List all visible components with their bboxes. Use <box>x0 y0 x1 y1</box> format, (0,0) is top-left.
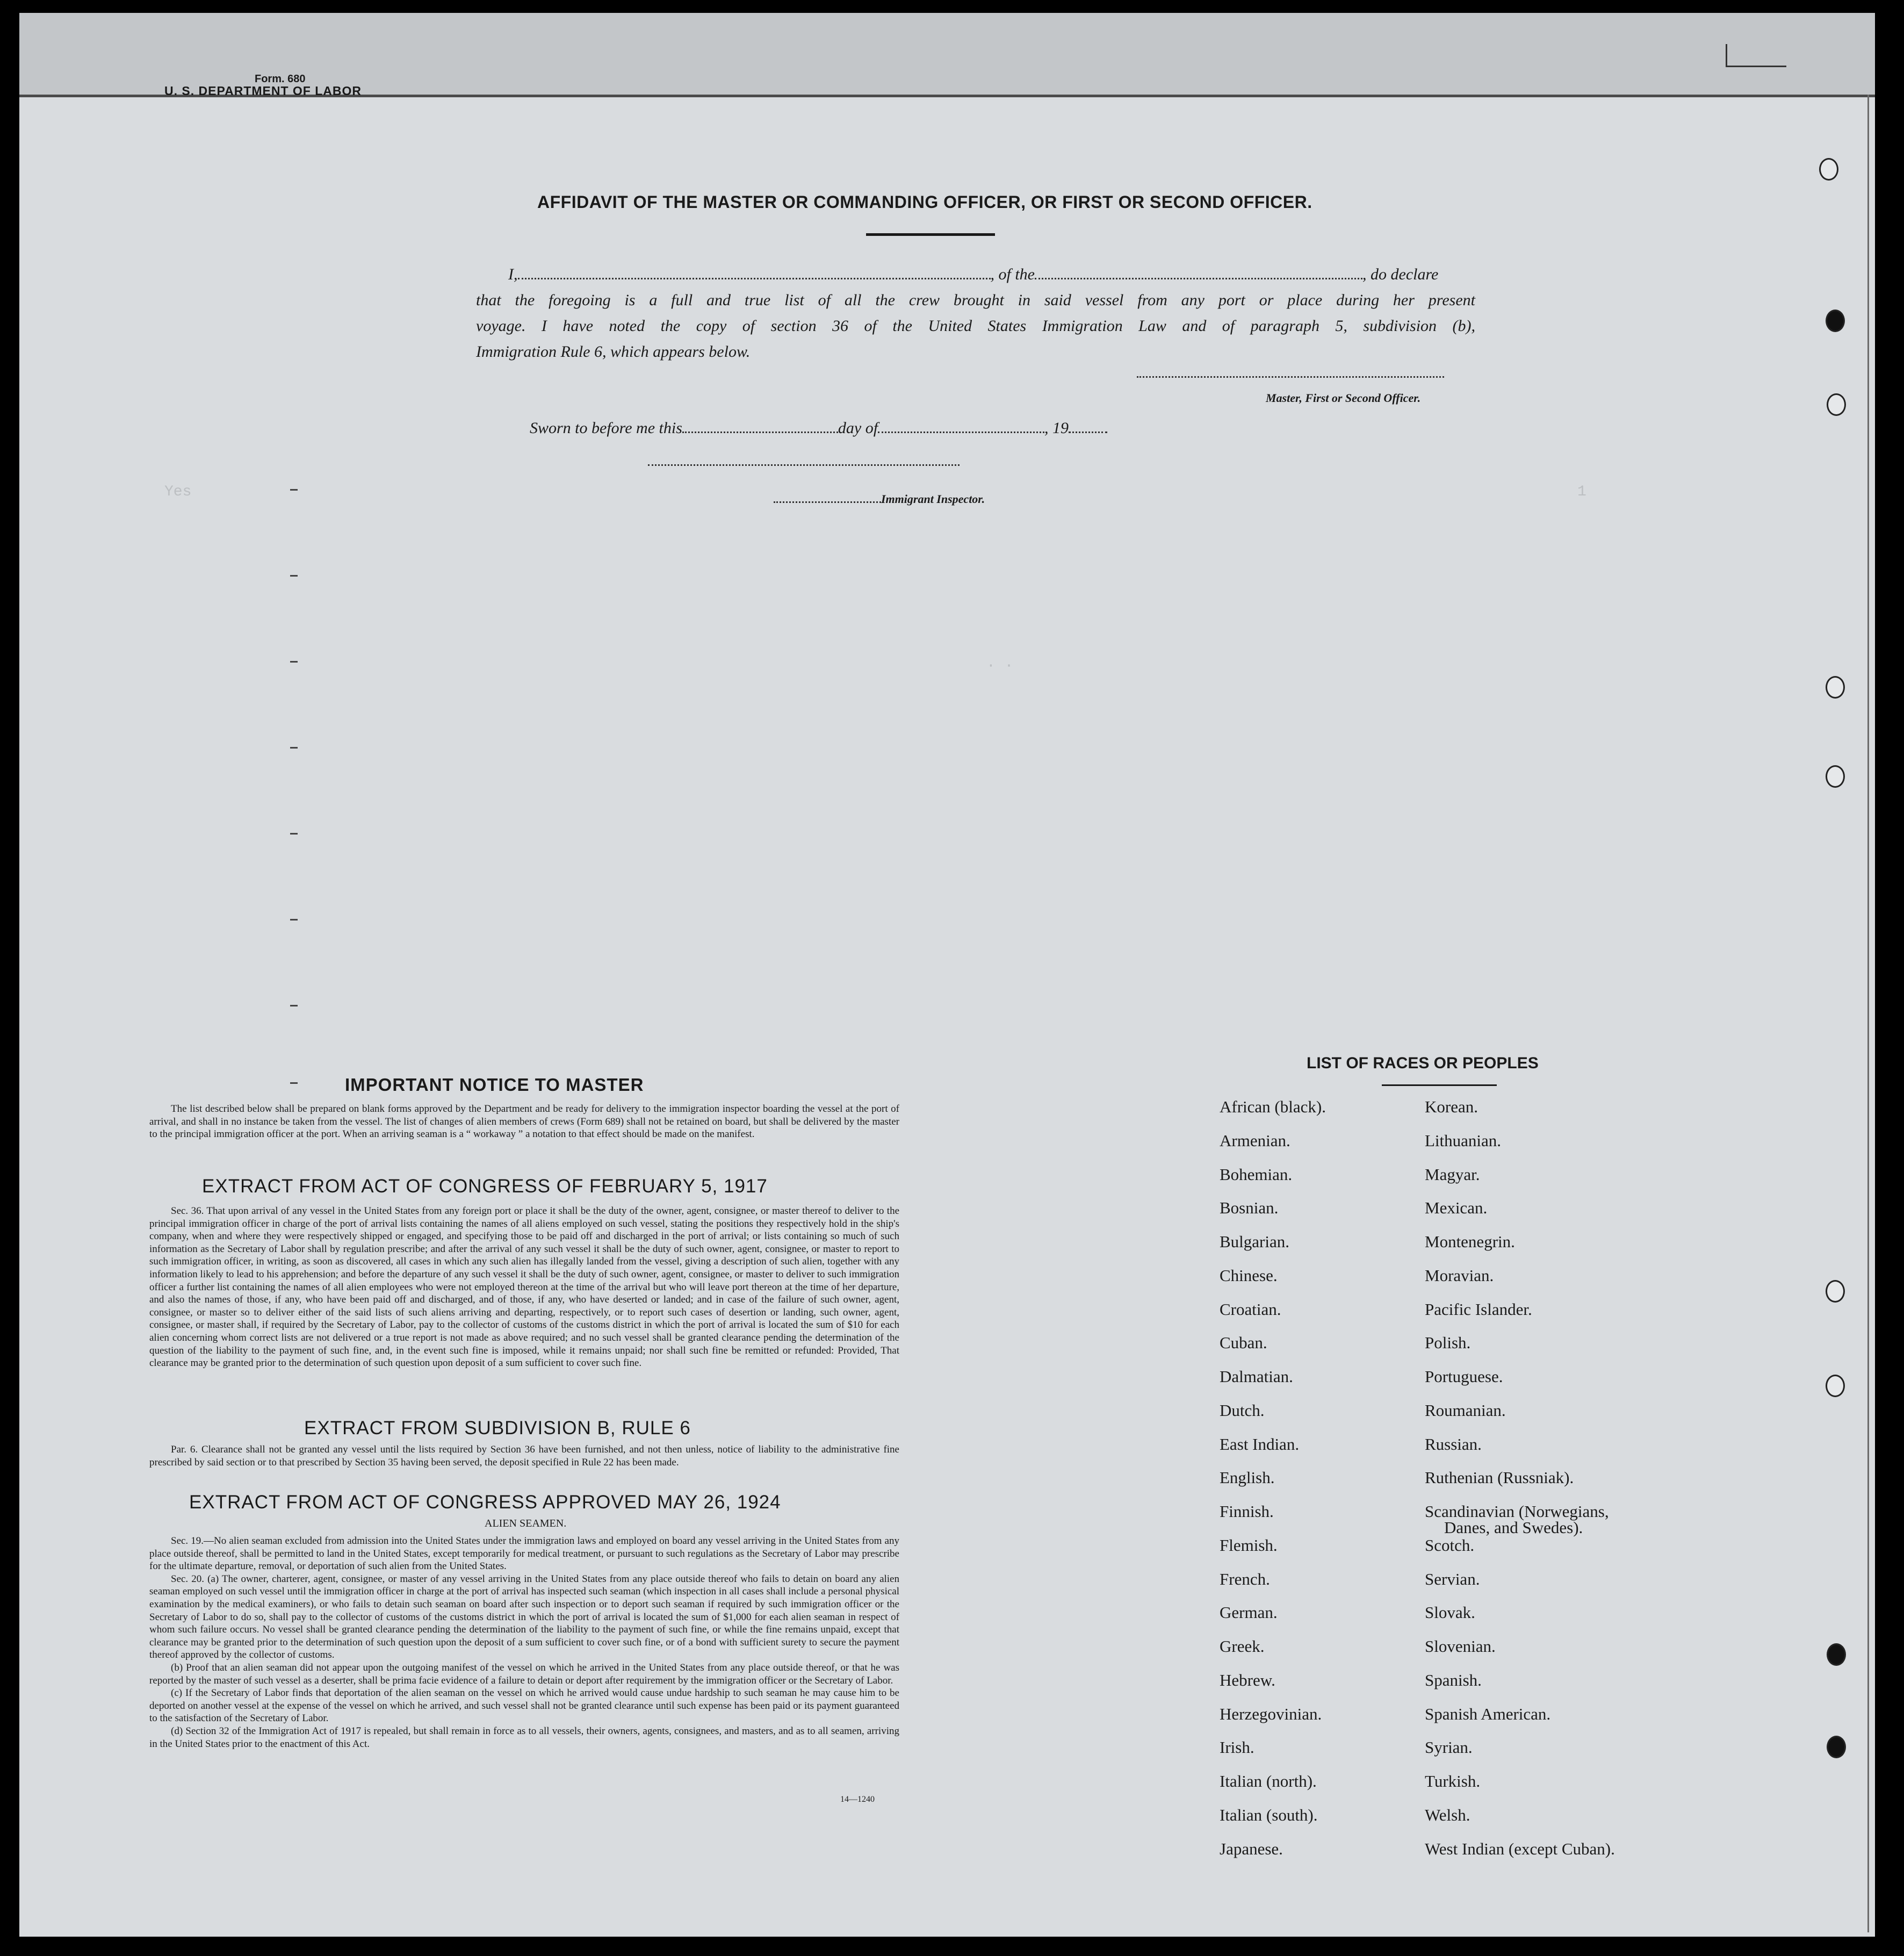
vessel-name-field[interactable] <box>1035 278 1362 279</box>
inspector-signature-field[interactable] <box>648 464 960 466</box>
race-item: West Indian (except Cuban). <box>1425 1839 1615 1858</box>
margin-tick <box>290 919 298 921</box>
declaration-line-3: voyage. I have noted the copy of section 36 of the United States Immigration Law and of paragraph 5, subdivision (b), <box>476 317 1475 335</box>
corner-mark <box>1726 44 1786 67</box>
margin-tick <box>290 489 298 491</box>
punch-hole-icon <box>1819 158 1838 181</box>
extract-1924-body <box>149 1535 899 1750</box>
race-item: Greek. <box>1220 1637 1265 1656</box>
extract-1924-title: EXTRACT FROM ACT OF CONGRESS APPROVED MAY 26, 1924 <box>189 1492 781 1513</box>
race-item: Portuguese. <box>1425 1367 1503 1386</box>
right-margin-line <box>1867 95 1869 1932</box>
race-item: Roumanian. <box>1425 1400 1506 1420</box>
race-item: French. <box>1220 1569 1270 1588</box>
punch-hole-icon <box>1826 676 1845 699</box>
sworn-line <box>530 419 1107 437</box>
race-item: Pacific Islander. <box>1425 1299 1532 1319</box>
punch-hole-icon <box>1826 1375 1845 1397</box>
race-item: Bosnian. <box>1220 1198 1279 1218</box>
race-item: Russian. <box>1425 1434 1482 1454</box>
inspector-label-line <box>774 492 985 506</box>
margin-tick <box>290 833 298 835</box>
declaration-do-declare: , do declare <box>1362 265 1439 283</box>
race-item: Magyar. <box>1425 1164 1480 1184</box>
race-item: Italian (south). <box>1220 1805 1318 1824</box>
margin-tick <box>290 575 298 577</box>
section-20d-paragraph: (d) Section 32 of the Immigration Act of 1917 is repealed, but shall remain in force as to all vessels, their owners, agents, consignees, and masters, and as to all seamen, arriving in the United States prior to the enactment of this Act. <box>149 1725 899 1750</box>
inspector-signature-label: Immigrant Inspector. <box>881 492 985 506</box>
extract-rule6-title: EXTRACT FROM SUBDIVISION B, RULE 6 <box>304 1418 691 1439</box>
declaration-line-4: Immigration Rule 6, which appears below. <box>476 343 751 361</box>
alien-seamen-subtitle: ALIEN SEAMEN. <box>485 1518 567 1529</box>
race-item: African (black). <box>1220 1097 1326 1116</box>
race-item: Cuban. <box>1220 1333 1267 1353</box>
race-item: Bulgarian. <box>1220 1232 1289 1251</box>
race-item: Korean. <box>1425 1097 1478 1116</box>
race-item: Montenegrin. <box>1425 1232 1515 1251</box>
race-item: Herzegovinian. <box>1220 1704 1322 1723</box>
department-heading: U. S. DEPARTMENT OF LABOR <box>164 84 362 98</box>
race-item: Spanish American. <box>1425 1704 1551 1723</box>
race-item: Italian (north). <box>1220 1772 1317 1790</box>
affidavit-title: AFFIDAVIT OF THE MASTER OR COMMANDING OFFICER, OR FIRST OR SECOND OFFICER. <box>537 192 1312 212</box>
race-item: German. <box>1220 1603 1278 1622</box>
race-item: Hebrew. <box>1220 1670 1275 1689</box>
paragraph-6: Par. 6. Clearance shall not be granted any vessel until the lists required by Section 36 have been furnished, and not then unless, notice of liability to the administrative fine prescribed by said section or to that prescribed by Section 35 having been served, the deposit specified in Rule 22 has been made. <box>149 1444 899 1468</box>
race-item: Japanese. <box>1220 1839 1283 1858</box>
print-code: 14—1240 <box>840 1795 875 1804</box>
declaration-line-2: that the foregoing is a full and true list of all the crew brought in said vessel from any port or place during her present <box>476 291 1475 309</box>
master-name-field[interactable] <box>518 278 991 279</box>
notice-title: IMPORTANT NOTICE TO MASTER <box>345 1075 644 1095</box>
race-item: English. <box>1220 1468 1275 1487</box>
section-20b-paragraph: (b) Proof that an alien seaman did not appear upon the outgoing manifest of the vessel on which he arrived in the United States from any place outside thereof, or that he was reported by the master of such vessel as a deserter, shall be prima facie evidence of a failure to detain or deport after requirement by the immigration officer or the Secretary of Labor. <box>149 1662 899 1686</box>
declaration-i: I, <box>508 265 518 283</box>
race-item: Slovenian. <box>1425 1637 1496 1656</box>
section-20c-paragraph: (c) If the Secretary of Labor finds that deportation of the alien seaman on the vessel on which he arrived would cause undue hardship to such seaman he may cause him to be deported on another vessel at the expense of the vessel on which he arrived, and such vessel shall not be granted clearance until such expense has been paid or its payment guaranteed to the satisfaction of the Secretary of Labor. <box>149 1687 899 1724</box>
sworn-month-field[interactable] <box>878 432 1044 433</box>
section-36-paragraph: Sec. 36. That upon arrival of any vessel in the United States from any foreign port or place it shall be the duty of the owner, agent, consignee, or master thereof to deliver to the principal immigration officer in charge of the port of arrival lists containing the names of all aliens employed on such vessel, stating the positions they respectively hold in the ship's company, when and where they were respectively shipped or engaged, and specifying those to be paid off and discharged in the port of arrival; or lists containing so much of such information as the Secretary of Labor shall by regulation prescribe; and after the arrival of any such vessel it shall be the duty of such owner, agent, consignee, or master to report to such immigration officer, in writing, as soon as discovered, all cases in which any such alien has illegally landed from the vessel, giving a description of such alien, together with any information likely to lead to his apprehension; and before the departure of any such vessel it shall be the duty of such owner, agent, consignee, or master to deliver to such immigration officer a further list containing the names of all alien employees who were not employed thereon at the time of the arrival but who will leave port thereon at the time of her departure, and also the names of those, if any, who have been paid off and discharged, and of those, if any, who have deserted or landed; and in case of the failure of such owner, agent, consignee, or master so to deliver either of the said lists of such aliens arriving and departing, respectively, or to report such cases of desertion or landing, such owner, agent, consignee, or master shall, if required by the Secretary of Labor, pay to the collector of customs of the customs district in which the port of arrival is located the sum of $10 for each alien concerning whom correct lists are not delivered or a true report is not made as above required; and no such vessel shall be granted clearance pending the determination of the question of the liability to the payment of such fine, and, in the event such fine is imposed, while it remains unpaid; nor shall such fine be remitted or refunded: Provided, That clearance may be granted prior to the determination of such question upon deposit of a sum sufficient to cover such fine. <box>149 1205 899 1369</box>
sworn-year-field[interactable] <box>1069 432 1107 433</box>
margin-tick <box>290 747 298 749</box>
races-title: LIST OF RACES OR PEOPLES <box>1307 1054 1539 1072</box>
punch-hole-icon <box>1826 1280 1845 1303</box>
race-item: Scandinavian (Norwegians, <box>1425 1502 1609 1521</box>
section-19-paragraph: Sec. 19.—No alien seaman excluded from admission into the United States under the immigration laws and employed on board any vessel arriving in the United States from any place outside thereof, shall be permitted to land in the United States, except temporarily for medical treatment, or pursuant to such regulations as the Secretary of Labor may prescribe for the ultimate departure, removal, or deportation of such alien from the United States. <box>149 1535 899 1572</box>
margin-tick <box>290 1082 298 1084</box>
race-item: Syrian. <box>1425 1738 1473 1757</box>
title-rule <box>866 233 995 236</box>
race-item: Dutch. <box>1220 1400 1265 1420</box>
race-item: Irish. <box>1220 1738 1254 1757</box>
master-signature-label: Master, First or Second Officer. <box>1266 391 1421 405</box>
race-item: Spanish. <box>1425 1670 1482 1689</box>
declaration-of-the: , of the <box>990 265 1035 283</box>
extract-1917-body <box>149 1205 899 1370</box>
sworn-day-field[interactable] <box>682 432 838 433</box>
races-title-rule <box>1382 1084 1497 1086</box>
race-item: Croatian. <box>1220 1299 1281 1319</box>
race-item: Welsh. <box>1425 1805 1470 1824</box>
declaration-line-1 <box>508 265 1438 284</box>
race-item: Mexican. <box>1425 1198 1488 1218</box>
sworn-day-of: day of <box>838 419 878 437</box>
extract-rule6-body <box>149 1443 899 1469</box>
race-item: Lithuanian. <box>1425 1131 1502 1150</box>
race-item: Danes, and Swedes). <box>1444 1518 1583 1537</box>
race-item: Moravian. <box>1425 1265 1494 1285</box>
race-item: Bohemian. <box>1220 1164 1293 1184</box>
race-item: Servian. <box>1425 1569 1480 1588</box>
margin-tick <box>290 1005 298 1006</box>
race-item: Armenian. <box>1220 1131 1290 1150</box>
top-binding-strip <box>19 13 1875 97</box>
race-item: Slovak. <box>1425 1603 1475 1622</box>
race-item: Ruthenian (Russniak). <box>1425 1468 1574 1487</box>
punch-hole-icon <box>1826 310 1845 332</box>
race-item: Finnish. <box>1220 1502 1274 1521</box>
punch-hole-icon <box>1827 393 1846 416</box>
notice-paragraph: The list described below shall be prepared on blank forms approved by the Department and be ready for delivery to the immigration inspector boarding the vessel at the port of arrival, and shall in no instance be taken from the vessel. The list of changes of alien members of crews (Form 689) shall not be retained on board, but shall be delivered by the master to the principal immigration officer at the port. When an arriving seaman is a “ workaway ” a notation to that effect should be made on the manifest. <box>149 1103 899 1140</box>
form-sheet <box>19 13 1875 1937</box>
race-item: Flemish. <box>1220 1535 1278 1555</box>
bleed-through-marks: 1 <box>1577 484 1586 500</box>
punch-hole-icon <box>1827 1643 1846 1666</box>
section-20a-paragraph: Sec. 20. (a) The owner, charterer, agent, consignee, or master of any vessel arriving in the United States from any place outside thereof who fails to detain on board any alien seaman employed on such vessel until the immigration officer in charge at the port of arrival has inspected such seaman (which inspection in all cases shall include a personal physical examination by the medical examiners), or who fails to detain such seaman on board after such inspection or to deport such seaman if required by such immigration officer or the Secretary of Labor to do so, shall pay to the collector of customs of the customs district in which the port of arrival is located the sum of $1,000 for each alien seaman in respect of whom such failure occurs. No vessel shall be granted clearance pending the determination of the liability to the payment of such fine, or while the fine remains unpaid, except that clearance may be granted prior to the determination of such question upon the deposit of a sum sufficient to cover such fine, or of a bond with sufficient surety to secure the payment thereof approved by the collector of customs. <box>149 1573 899 1661</box>
bleed-through-marks: · · <box>986 658 1014 674</box>
sworn-year-prefix: , 19 <box>1044 419 1069 437</box>
race-item: Turkish. <box>1425 1772 1481 1790</box>
punch-hole-icon <box>1826 765 1845 788</box>
master-signature-field[interactable] <box>1137 376 1444 378</box>
notice-body <box>149 1103 899 1141</box>
race-item: East Indian. <box>1220 1434 1300 1454</box>
sworn-text: Sworn to before me this <box>530 419 682 437</box>
race-item: Polish. <box>1425 1333 1471 1353</box>
form-number: Form. 680 <box>255 73 306 85</box>
margin-tick <box>290 661 298 663</box>
race-item: Dalmatian. <box>1220 1367 1293 1386</box>
punch-hole-icon <box>1827 1736 1846 1758</box>
extract-1917-title: EXTRACT FROM ACT OF CONGRESS OF FEBRUARY 5, 1917 <box>202 1176 768 1197</box>
race-item: Chinese. <box>1220 1265 1278 1285</box>
race-item: Scotch. <box>1425 1535 1475 1555</box>
bleed-through-marks: Yes <box>164 484 192 500</box>
